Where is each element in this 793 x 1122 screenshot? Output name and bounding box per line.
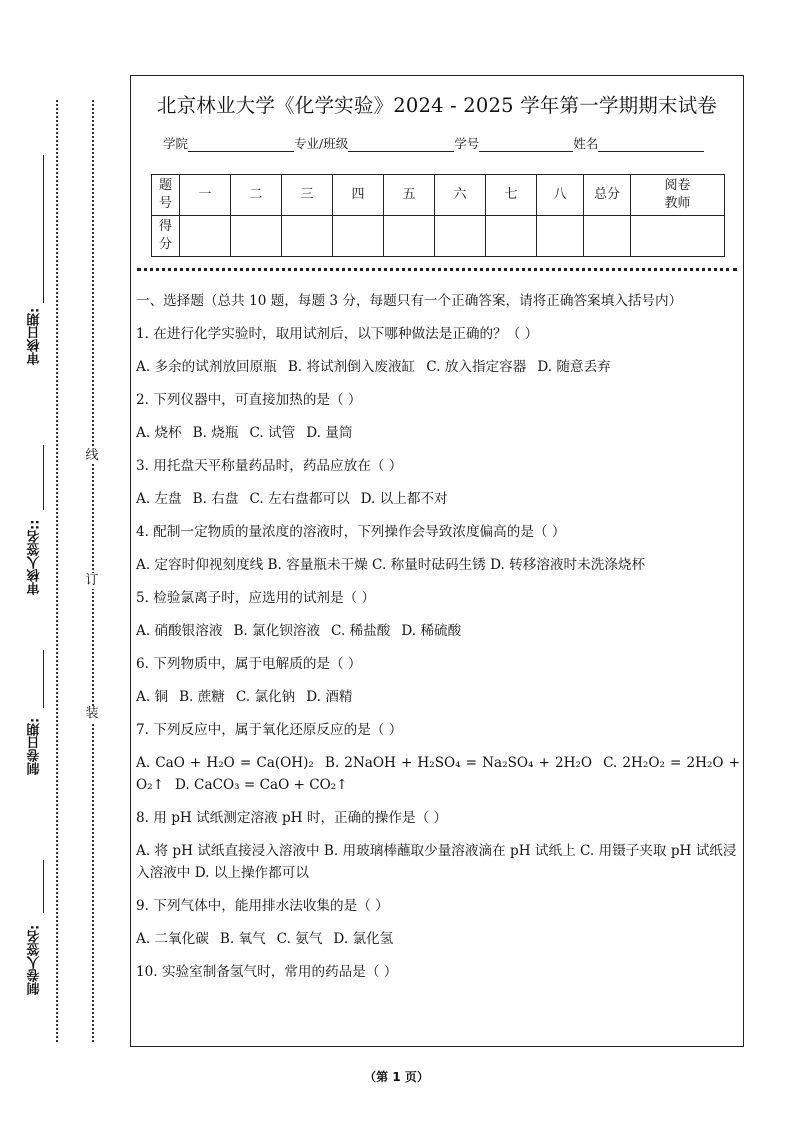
score-cell[interactable] bbox=[180, 216, 231, 257]
question-stem: 10. 实验室制备氢气时，常用的药品是（ ） bbox=[136, 964, 398, 980]
maker-sign-label: 制卷人签名: bbox=[27, 924, 43, 995]
question-stem: 6. 下列物质中，属于电解质的是（ ） bbox=[136, 656, 362, 672]
option[interactable]: D. 随意丢弃 bbox=[537, 359, 611, 375]
option[interactable]: D. 量筒 bbox=[306, 425, 353, 441]
question-stem: 3. 用托盘天平称量药品时，药品应放在（ ） bbox=[136, 458, 403, 474]
question-options bbox=[136, 620, 740, 642]
score-cell-grader[interactable] bbox=[631, 216, 725, 257]
question-stem: 9. 下列气体中，能用排水法收集的是（ ） bbox=[136, 898, 389, 914]
column-header: 七 bbox=[486, 175, 537, 216]
question-options bbox=[136, 356, 740, 378]
exam-paper-frame bbox=[130, 75, 744, 1047]
reviewer-date-label: 审核日期: bbox=[27, 307, 43, 365]
reviewer-sign-blank bbox=[43, 445, 44, 510]
option[interactable]: C. 2H₂O₂ = 2H₂O + O₂↑ bbox=[136, 755, 740, 793]
maker-sign-field[interactable] bbox=[22, 855, 48, 995]
option[interactable]: C. 氨气 bbox=[276, 931, 323, 947]
reviewer-sign-field[interactable] bbox=[22, 440, 48, 595]
binding-dotted-line-outer bbox=[56, 100, 58, 1042]
score-cell[interactable] bbox=[231, 216, 282, 257]
page-number: （第 1 页） bbox=[364, 1070, 429, 1084]
column-header: 八 bbox=[537, 175, 584, 216]
question-stem: 5. 检验氯离子时，应选用的试剂是（ ） bbox=[136, 590, 376, 606]
option[interactable]: C. 氯化钠 bbox=[235, 689, 296, 705]
option[interactable]: B. 右盘 bbox=[192, 491, 239, 507]
option[interactable]: A. 左盘 bbox=[136, 491, 182, 507]
option[interactable]: A. 硝酸银溶液 bbox=[136, 623, 223, 639]
maker-date-blank bbox=[43, 650, 44, 708]
option[interactable]: D. 氯化氢 bbox=[333, 931, 394, 947]
name-label: 姓名 bbox=[573, 136, 599, 151]
college-label: 学院 bbox=[163, 136, 189, 151]
name-input[interactable] bbox=[598, 139, 704, 152]
section-heading: 一、选择题（总共 10 题，每题 3 分，每题只有一个正确答案，请将正确答案填入括号内） bbox=[136, 293, 683, 309]
column-header: 六 bbox=[435, 175, 486, 216]
question-options bbox=[136, 928, 740, 950]
question-options bbox=[136, 686, 740, 708]
maker-date-label: 制卷日期: bbox=[27, 717, 43, 775]
option[interactable]: A. 铜 bbox=[136, 689, 169, 705]
option[interactable]: C. 放入指定容器 bbox=[426, 359, 527, 375]
column-header-total: 总分 bbox=[584, 175, 631, 216]
option[interactable]: B. 将试剂倒入废液缸 bbox=[287, 359, 416, 375]
option[interactable]: B. 氧气 bbox=[219, 931, 266, 947]
binding-dotted-line-inner bbox=[92, 100, 94, 1042]
option[interactable]: B. 氯化钡溶液 bbox=[233, 623, 321, 639]
score-cell[interactable] bbox=[537, 216, 584, 257]
option[interactable]: C. 试管 bbox=[249, 425, 296, 441]
score-table bbox=[151, 174, 725, 257]
option[interactable]: D. 酒精 bbox=[306, 689, 353, 705]
score-cell[interactable] bbox=[282, 216, 333, 257]
binding-char-staple: 订 bbox=[85, 573, 99, 588]
major-class-input[interactable] bbox=[348, 139, 454, 152]
question-stem: 8. 用 pH 试纸测定溶液 pH 时，正确的操作是（ ） bbox=[136, 810, 448, 826]
column-header-grader: 阅卷教师 bbox=[631, 175, 725, 216]
question-stem: 4. 配制一定物质的量浓度的溶液时，下列操作会导致浓度偏高的是（ ） bbox=[136, 524, 566, 540]
option[interactable]: B. 烧瓶 bbox=[192, 425, 239, 441]
option[interactable]: A. 多余的试剂放回原瓶 bbox=[136, 359, 277, 375]
maker-date-field[interactable] bbox=[22, 645, 48, 775]
column-header: 三 bbox=[282, 175, 333, 216]
row-label-question-no: 题号 bbox=[152, 175, 180, 216]
reviewer-date-field[interactable] bbox=[22, 150, 48, 365]
score-cell[interactable] bbox=[486, 216, 537, 257]
student-info-row bbox=[163, 134, 704, 152]
exam-title: 北京林业大学《化学实验》2024 - 2025 学年第一学期期末试卷 bbox=[156, 94, 718, 117]
question-options bbox=[136, 422, 740, 444]
question-section bbox=[136, 290, 740, 994]
score-cell[interactable] bbox=[333, 216, 384, 257]
binding-char-bind: 装 bbox=[85, 706, 99, 721]
option[interactable]: A. 二氧化碳 bbox=[136, 931, 209, 947]
option[interactable]: C. 左右盘都可以 bbox=[249, 491, 350, 507]
column-header: 四 bbox=[333, 175, 384, 216]
question-options bbox=[136, 752, 740, 796]
question-options bbox=[136, 488, 740, 510]
question-stem: 2. 下列仪器中，可直接加热的是（ ） bbox=[136, 392, 362, 408]
maker-sign-blank bbox=[43, 860, 44, 913]
row-label-score: 得分 bbox=[152, 216, 180, 257]
binding-char-line: 线 bbox=[85, 448, 99, 463]
score-cell[interactable] bbox=[435, 216, 486, 257]
column-header: 二 bbox=[231, 175, 282, 216]
option[interactable]: B. 2NaOH + H₂SO₄ = Na₂SO₄ + 2H₂O bbox=[324, 755, 593, 771]
score-cell-total[interactable] bbox=[584, 216, 631, 257]
question-stem: 1. 在进行化学实验时，取用试剂后，以下哪种做法是正确的？（ ） bbox=[136, 326, 539, 342]
question-stem: 7. 下列反应中，属于氧化还原反应的是（ ） bbox=[136, 722, 403, 738]
option[interactable]: A. 烧杯 bbox=[136, 425, 182, 441]
option[interactable]: A. CaO + H₂O = Ca(OH)₂ bbox=[136, 755, 314, 771]
option[interactable]: D. 稀硫酸 bbox=[401, 623, 462, 639]
college-input[interactable] bbox=[188, 139, 294, 152]
major-label: 专业/班级 bbox=[294, 136, 349, 151]
option[interactable]: C. 稀盐酸 bbox=[331, 623, 391, 639]
column-header: 五 bbox=[384, 175, 435, 216]
student-id-input[interactable] bbox=[479, 139, 573, 152]
question-options[interactable]: A. 将 pH 试纸直接浸入溶液中 B. 用玻璃棒蘸取少量溶液滴在 pH 试纸上 C. 用镊子夹取 pH 试纸浸入溶液中 D. 以上操作都可以 bbox=[136, 843, 737, 881]
score-table-score-row bbox=[152, 216, 725, 257]
score-table-header-row bbox=[152, 175, 725, 216]
dotted-separator bbox=[137, 268, 737, 271]
score-cell[interactable] bbox=[384, 216, 435, 257]
column-header: 一 bbox=[180, 175, 231, 216]
reviewer-sign-label: 审核人签名:: bbox=[27, 519, 43, 595]
reviewer-date-blank bbox=[43, 155, 44, 303]
option[interactable]: B. 蔗糖 bbox=[179, 689, 225, 705]
question-options[interactable]: A. 定容时仰视刻度线 B. 容量瓶未干燥 C. 称量时砝码生锈 D. 转移溶液时未洗涤烧杯 bbox=[136, 557, 646, 573]
student-id-label: 学号 bbox=[454, 136, 480, 151]
option[interactable]: D. CaCO₃ = CaO + CO₂↑ bbox=[174, 777, 348, 793]
option[interactable]: D. 以上都不对 bbox=[360, 491, 448, 507]
